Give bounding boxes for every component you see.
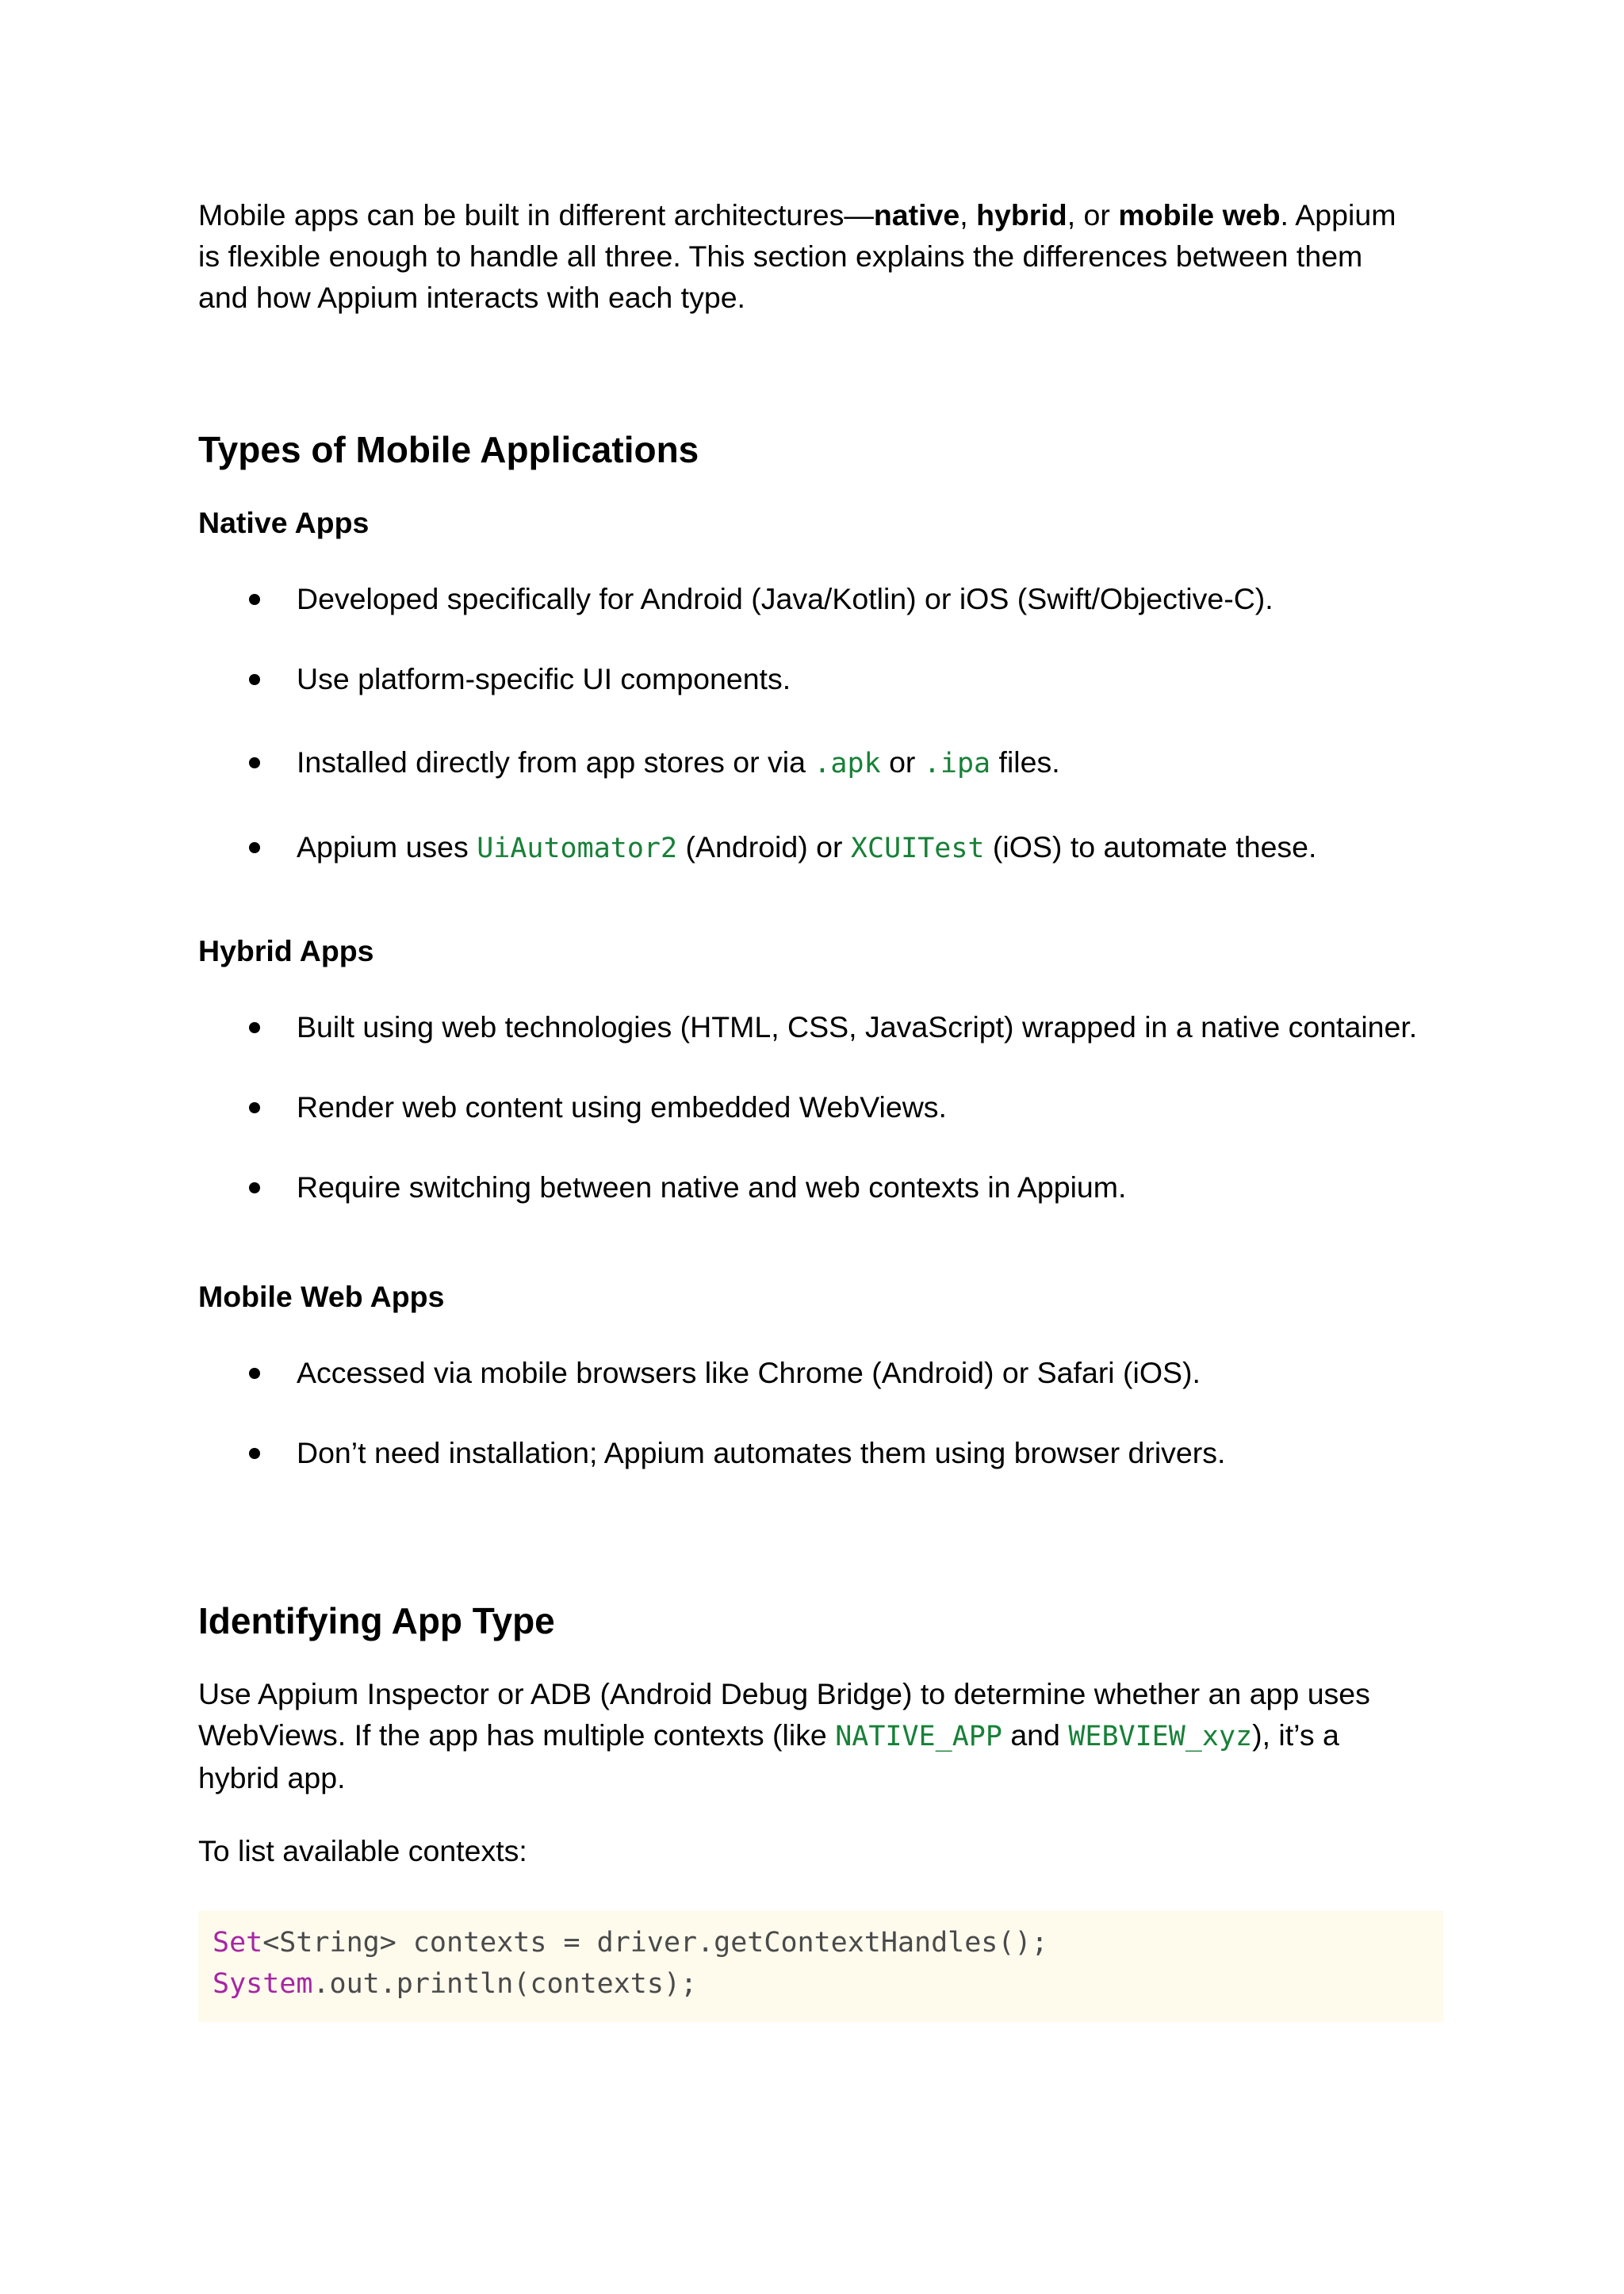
code-text: .out.println(contexts);: [312, 1968, 698, 2000]
intro-text: is flexible enough to handle all three. This section explains the differences between them: [198, 239, 1363, 273]
list-contexts-paragraph: To list available contexts:: [198, 1834, 527, 1867]
paragraph-text: hybrid app.: [198, 1761, 346, 1794]
intro-text: . Appium: [1280, 198, 1396, 232]
list-item-text: Appium uses: [297, 830, 477, 864]
intro-bold-mobile-web: mobile web: [1118, 198, 1281, 232]
identify-paragraph: [198, 1673, 1443, 1798]
intro-text: ,: [959, 198, 977, 232]
intro-text: and how Appium interacts with each type.: [198, 281, 745, 314]
list-item-text: (Android) or: [677, 830, 851, 864]
code-block: [198, 1911, 1443, 2022]
bullet-icon: [249, 842, 260, 853]
subheading-hybrid-apps: Hybrid Apps: [198, 934, 374, 967]
list-item: [198, 1088, 1443, 1126]
bullet-icon: [249, 1448, 260, 1459]
list-item: [198, 743, 1443, 781]
inline-code-ipa: .ipa: [923, 748, 991, 779]
intro-paragraph: [198, 194, 1443, 318]
bullet-icon: [249, 1022, 260, 1033]
list-item: [198, 660, 1443, 698]
code-keyword: System: [213, 1968, 313, 2000]
paragraph-text: WebViews. If the app has multiple contexts (like: [198, 1718, 836, 1752]
subheading-native-apps: Native Apps: [198, 506, 370, 539]
subheading-mobile-web-apps: Mobile Web Apps: [198, 1280, 445, 1313]
paragraph-text: ), it’s a: [1252, 1718, 1339, 1752]
list-item: [198, 828, 1443, 866]
list-item-text: Require switching between native and web contexts in Appium.: [297, 1170, 1127, 1204]
list-item-text: files.: [990, 745, 1060, 779]
hybrid-apps-list: [198, 1008, 1443, 1206]
list-item: [198, 1354, 1443, 1392]
mobile-web-apps-list: [198, 1354, 1443, 1472]
intro-text: , or: [1067, 198, 1119, 232]
list-item: [198, 1008, 1443, 1046]
list-item-text: Developed specifically for Android (Java/Kotlin) or iOS (Swift/Objective-C).: [297, 582, 1274, 615]
list-item: [198, 580, 1443, 618]
bullet-icon: [249, 1368, 260, 1379]
paragraph-text: and: [1002, 1718, 1069, 1752]
section-heading-identifying: Identifying App Type: [198, 1600, 555, 1641]
intro-bold-hybrid: hybrid: [976, 198, 1067, 232]
intro-text: Mobile apps can be built in different architectures—: [198, 198, 874, 232]
list-item: [198, 1168, 1443, 1206]
bullet-icon: [249, 1102, 260, 1113]
list-item-text: Don’t need installation; Appium automates them using browser drivers.: [297, 1436, 1226, 1469]
document-page: [198, 194, 1443, 2022]
native-apps-list: [198, 580, 1443, 866]
paragraph-text: Use Appium Inspector or ADB (Android Debug Bridge) to determine whether an app uses: [198, 1677, 1370, 1710]
list-item-text: Use platform-specific UI components.: [297, 662, 791, 695]
inline-code-apk: .apk: [814, 748, 881, 779]
inline-code-webview: WEBVIEW_xyz: [1068, 1721, 1253, 1752]
code-keyword: Set: [213, 1927, 263, 1959]
inline-code-native-app: NATIVE_APP: [835, 1721, 1002, 1752]
intro-bold-native: native: [873, 198, 960, 232]
list-item-text: (iOS) to automate these.: [984, 830, 1317, 864]
list-item-text: Built using web technologies (HTML, CSS, JavaScript) wrapped in a native container.: [297, 1010, 1418, 1044]
code-text: <String> contexts = driver.getContextHandles();: [262, 1927, 1048, 1959]
bullet-icon: [249, 594, 260, 605]
list-item-text: Accessed via mobile browsers like Chrome (Android) or Safari (iOS).: [297, 1356, 1201, 1389]
list-item-text: or: [880, 745, 924, 779]
list-item-text: Installed directly from app stores or via: [297, 745, 814, 779]
bullet-icon: [249, 1182, 260, 1193]
inline-code-uiautomator2: UiAutomator2: [477, 833, 678, 864]
list-item: [198, 1434, 1443, 1472]
bullet-icon: [249, 757, 260, 768]
bullet-icon: [249, 674, 260, 685]
list-item-text: Render web content using embedded WebViews.: [297, 1090, 947, 1124]
inline-code-xcuitest: XCUITest: [850, 833, 985, 864]
section-heading-types: Types of Mobile Applications: [198, 429, 699, 470]
